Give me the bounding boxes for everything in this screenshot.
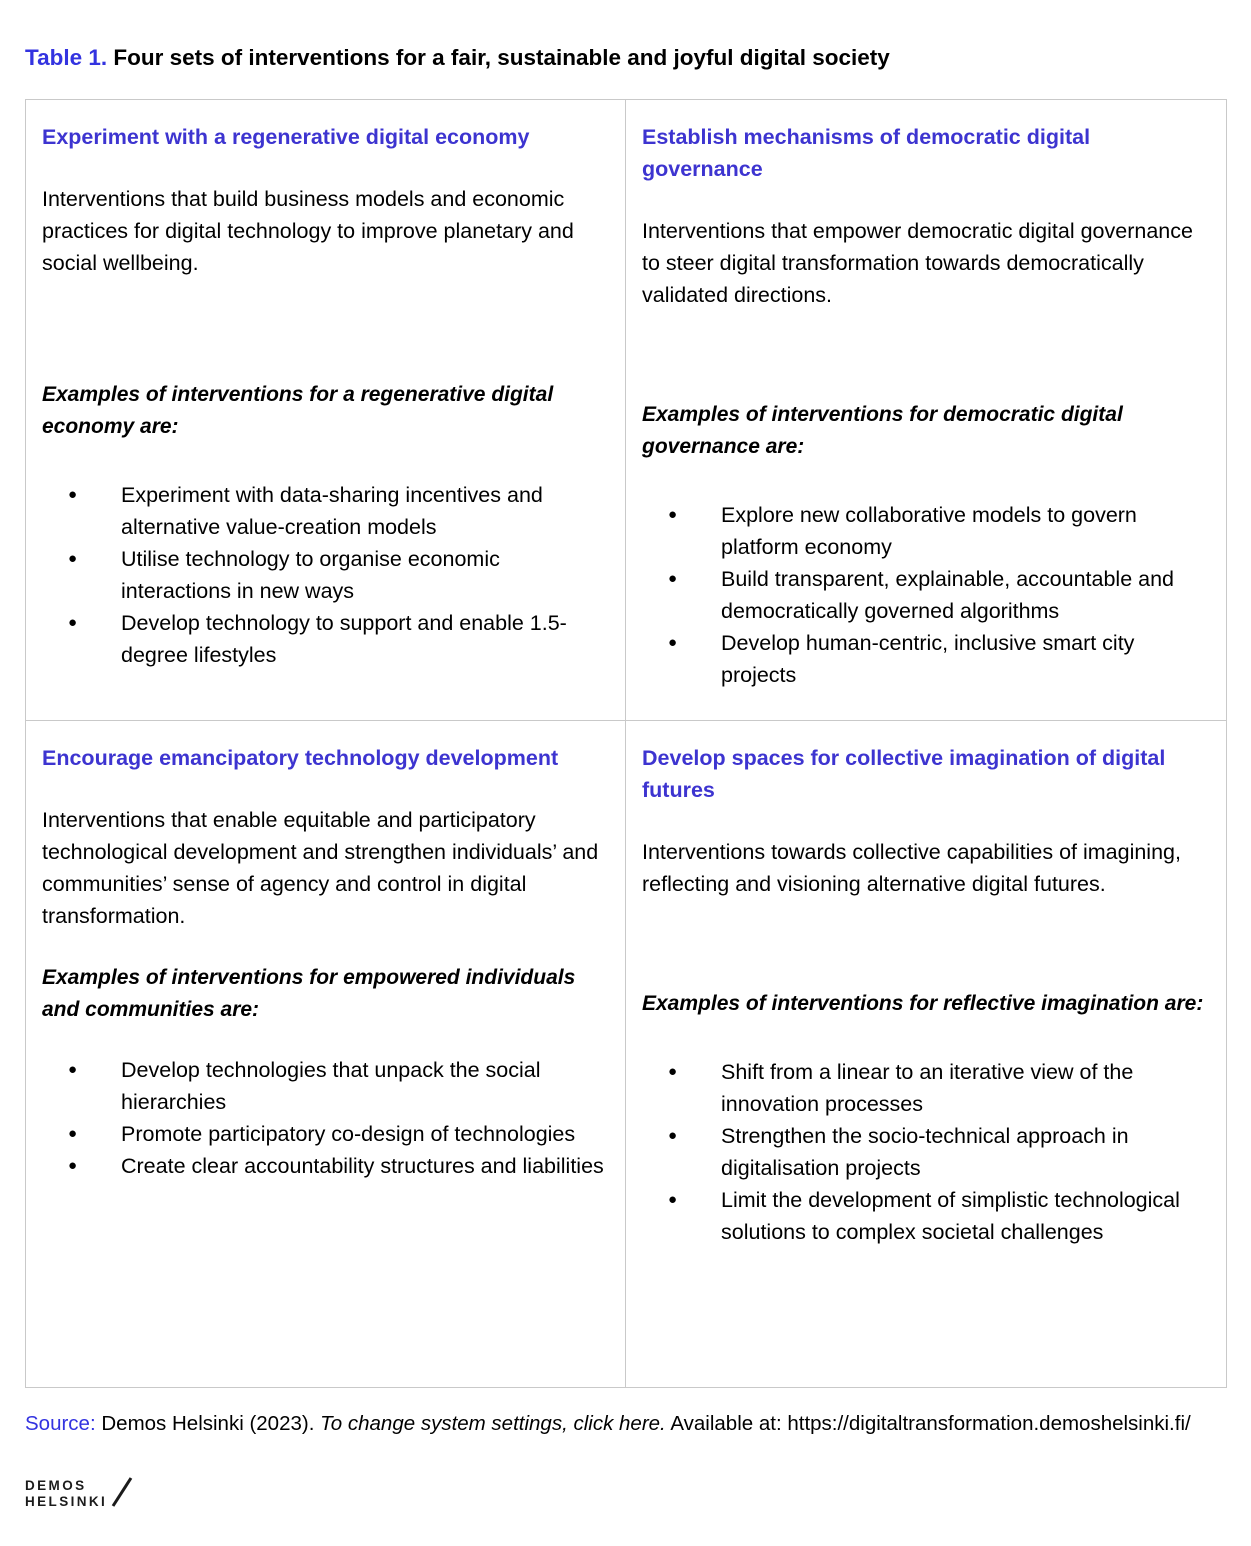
list-item: ● Limit the development of simplistic technological solutions to complex societal challenges xyxy=(642,1184,1210,1248)
examples-heading: Examples of interventions for empowered individuals and communities are: xyxy=(42,966,576,1022)
examples-heading: Examples of interventions for a regenerative digital economy are: xyxy=(42,383,554,439)
page-title xyxy=(25,44,1227,72)
list-item: ● Shift from a linear to an iterative view of the innovation processes xyxy=(642,1056,1210,1120)
list-item: ● Promote participatory co-design of technologies xyxy=(42,1118,609,1150)
source-label: Source: xyxy=(25,1412,96,1436)
examples-list xyxy=(642,499,1210,691)
list-item: ● Strengthen the socio-technical approach in digitalisation projects xyxy=(642,1120,1210,1184)
list-item: ● Develop human-centric, inclusive smart city projects xyxy=(642,627,1210,691)
cell-regenerative-economy xyxy=(26,100,626,721)
list-item: ● Build transparent, explainable, accountable and democratically governed algorithms xyxy=(642,563,1210,627)
logo-wordmark xyxy=(25,1478,107,1510)
list-item: ● Utilise technology to organise economic interactions in new ways xyxy=(42,543,609,607)
demos-helsinki-logo xyxy=(25,1473,1227,1510)
source-italic-note: To change system settings, click here. xyxy=(320,1412,666,1436)
cell-description: Interventions that enable equitable and participatory technological development and strengthen individuals’ and communities’ sense of agency and control in digital transformation. xyxy=(42,808,599,929)
source-line xyxy=(25,1410,1227,1439)
cell-heading: Encourage emancipatory technology development xyxy=(42,746,559,771)
list-item: ● Develop technologies that unpack the social hierarchies xyxy=(42,1054,609,1118)
list-item: ● Develop technology to support and enable 1.5-degree lifestyles xyxy=(42,607,609,671)
examples-heading: Examples of interventions for democratic digital governance are: xyxy=(642,403,1123,459)
list-item: ● Experiment with data-sharing incentives and alternative value-creation models xyxy=(42,479,609,543)
source-text: Demos Helsinki (2023). xyxy=(101,1412,315,1436)
interventions-table xyxy=(25,99,1227,1388)
cell-emancipatory-technology xyxy=(26,721,626,1387)
cell-heading: Develop spaces for collective imagination of digital futures xyxy=(642,746,1166,803)
table-number-label: Table 1. xyxy=(25,45,108,70)
logo-slash-icon xyxy=(109,1473,135,1509)
examples-list xyxy=(42,479,609,671)
examples-heading: Examples of interventions for reflective imagination are: xyxy=(642,992,1204,1016)
cell-heading: Establish mechanisms of democratic digital governance xyxy=(642,125,1091,182)
logo-line-2: HELSINKI xyxy=(25,1493,108,1509)
list-item: ● Explore new collaborative models to govern platform economy xyxy=(642,499,1210,563)
cell-description: Interventions towards collective capabilities of imagining, reflecting and visioning alternative digital futures. xyxy=(642,840,1181,897)
cell-heading: Experiment with a regenerative digital economy xyxy=(42,125,530,150)
cell-democratic-governance xyxy=(626,100,1226,721)
table-title-text: Four sets of interventions for a fair, sustainable and joyful digital society xyxy=(113,45,890,70)
cell-description: Interventions that empower democratic digital governance to steer digital transformation towards democratically validated directions. xyxy=(642,219,1193,308)
source-url-text: Available at: https://digitaltransformation.demoshelsinki.fi/ xyxy=(670,1412,1191,1436)
examples-list xyxy=(42,1054,609,1182)
examples-list xyxy=(642,1056,1210,1248)
list-item: ● Create clear accountability structures and liabilities xyxy=(42,1150,609,1182)
logo-line-1: DEMOS xyxy=(25,1477,87,1493)
cell-collective-imagination xyxy=(626,721,1226,1387)
cell-description: Interventions that build business models and economic practices for digital technology to improve planetary and social wellbeing. xyxy=(42,187,574,276)
